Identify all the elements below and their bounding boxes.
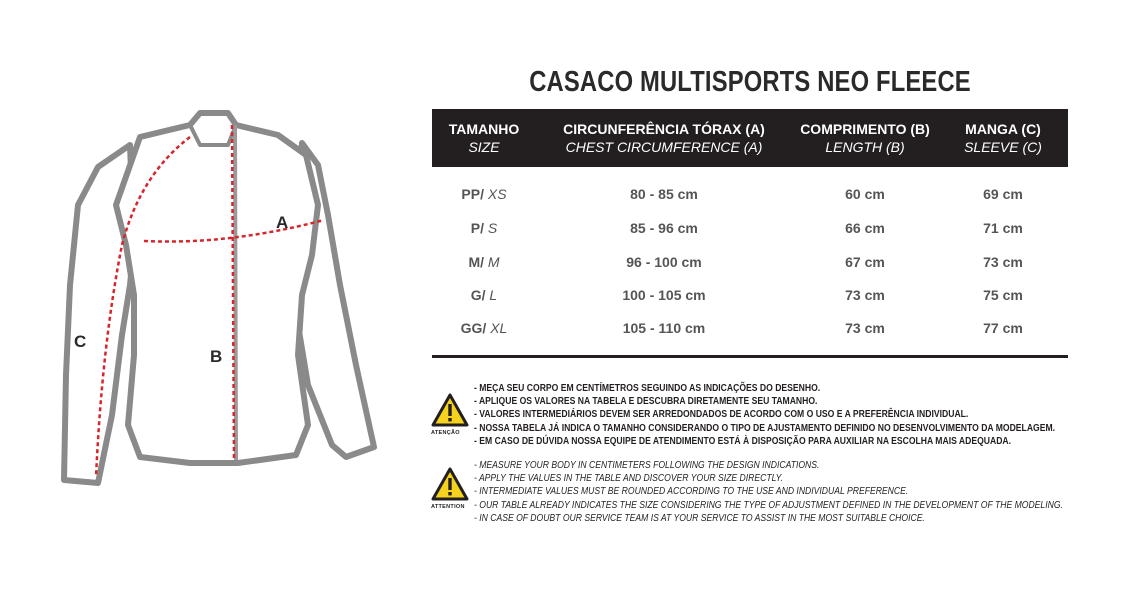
note-line: - MEÇA SEU CORPO EM CENTÍMETROS SEGUINDO AS INDICAÇÕES DO DESENHO. [474, 382, 821, 394]
note-line: - IN CASE OF DOUBT OUR SERVICE TEAM IS AT YOUR SERVICE TO ASSIST IN THE MOST SUITABLE CHOICE. [474, 511, 925, 524]
header-length-en: LENGTH (B) [825, 139, 905, 155]
chest-cell: 100 - 105 cm [622, 287, 706, 303]
header-size [432, 120, 536, 156]
warning-label-en: ATTENTION [431, 504, 465, 510]
warning-label-pt: ATENÇÃO [431, 430, 460, 436]
size-cell: P/ S [470, 220, 498, 236]
header-size-en: SIZE [468, 139, 500, 155]
note-line: - INTERMEDIATE VALUES MUST BE ROUNDED ACCORDING TO THE USE AND INDIVIDUAL PREFERENCE. [474, 485, 909, 498]
header-chest [536, 120, 792, 156]
sleeve-cell: 75 cm [983, 287, 1023, 303]
label-b: B [210, 347, 223, 366]
header-chest-pt: CIRCUNFERÊNCIA TÓRAX (A) [563, 121, 765, 137]
header-sleeve [938, 120, 1068, 156]
chest-cell: 80 - 85 cm [630, 186, 698, 202]
length-cell: 60 cm [845, 186, 885, 202]
sleeve-cell: 77 cm [983, 320, 1023, 336]
note-line: - MEASURE YOUR BODY IN CENTIMETERS FOLLOWING THE DESIGN INDICATIONS. [474, 459, 820, 471]
table-row [432, 186, 1068, 206]
header-sleeve-en: SLEEVE (C) [964, 139, 1042, 155]
header-size-pt: TAMANHO [448, 121, 520, 137]
label-c: C [74, 332, 87, 351]
size-cell: M/ M [468, 254, 500, 270]
warning-triangle-icon [430, 466, 470, 506]
page-title: CASACO MULTISPORTS NEO FLEECE [529, 66, 971, 98]
jacket-diagram [40, 95, 400, 505]
table-header [432, 109, 1068, 167]
table-row [432, 220, 1068, 240]
sleeve-cell: 73 cm [983, 254, 1023, 270]
chest-cell: 105 - 110 cm [622, 320, 706, 336]
table-row [432, 254, 1068, 274]
sleeve-cell: 69 cm [983, 186, 1023, 202]
note-line: - OUR TABLE ALREADY INDICATES THE SIZE CONSIDERING THE TYPE OF ADJUSTMENT DEFINED IN THE DEVELOPMENT OF THE MODELING. [474, 498, 1063, 511]
header-length-pt: COMPRIMENTO (B) [800, 121, 930, 137]
label-a: A [276, 213, 289, 232]
table-row [432, 287, 1068, 307]
body-outline [116, 113, 318, 463]
header-sleeve-pt: MANGA (C) [965, 121, 1041, 137]
note-line: - EM CASO DE DÚVIDA NOSSA EQUIPE DE ATENDIMENTO ESTÁ À DISPOSIÇÃO PARA AUXILIAR NA ESCOLHA MAIS ADEQUADA. [474, 434, 1012, 447]
note-line: - APPLY THE VALUES IN THE TABLE AND DISCOVER YOUR SIZE DIRECTLY. [474, 472, 783, 485]
length-cell: 66 cm [845, 220, 885, 236]
warning-notes-pt [474, 382, 1055, 448]
size-cell: GG/ XL [460, 320, 508, 336]
sleeve-cell: 71 cm [983, 220, 1023, 236]
header-chest-en: CHEST CIRCUMFERENCE (A) [565, 139, 763, 155]
size-cell: G/ L [470, 287, 498, 303]
note-line: - NOSSA TABELA JÁ INDICA O TAMANHO CONSIDERANDO O TIPO DE AJUSTAMENTO DEFINIDO NO DESENVOLVIMENTO DA MODELAGEM. [474, 421, 1056, 434]
chest-cell: 96 - 100 cm [626, 254, 702, 270]
size-cell: PP/ XS [461, 186, 507, 202]
length-cell: 67 cm [845, 254, 885, 270]
note-line: - APLIQUE OS VALORES NA TABELA E DESCUBRA DIRETAMENTE SEU TAMANHO. [474, 395, 818, 408]
header-length [792, 120, 938, 156]
length-cell: 73 cm [845, 320, 885, 336]
warning-triangle-icon [430, 392, 470, 432]
chest-cell: 85 - 96 cm [630, 220, 698, 236]
table-row [432, 320, 1068, 340]
zipper-line [235, 125, 236, 460]
length-cell: 73 cm [845, 287, 885, 303]
warning-notes-en [474, 459, 1063, 525]
table-bottom-rule [432, 355, 1068, 358]
note-line: - VALORES INTERMEDIÁRIOS DEVEM SER ARREDONDADOS DE ACORDO COM O USO E A PREFERÊNCIA INDIVIDUAL. [474, 408, 969, 421]
